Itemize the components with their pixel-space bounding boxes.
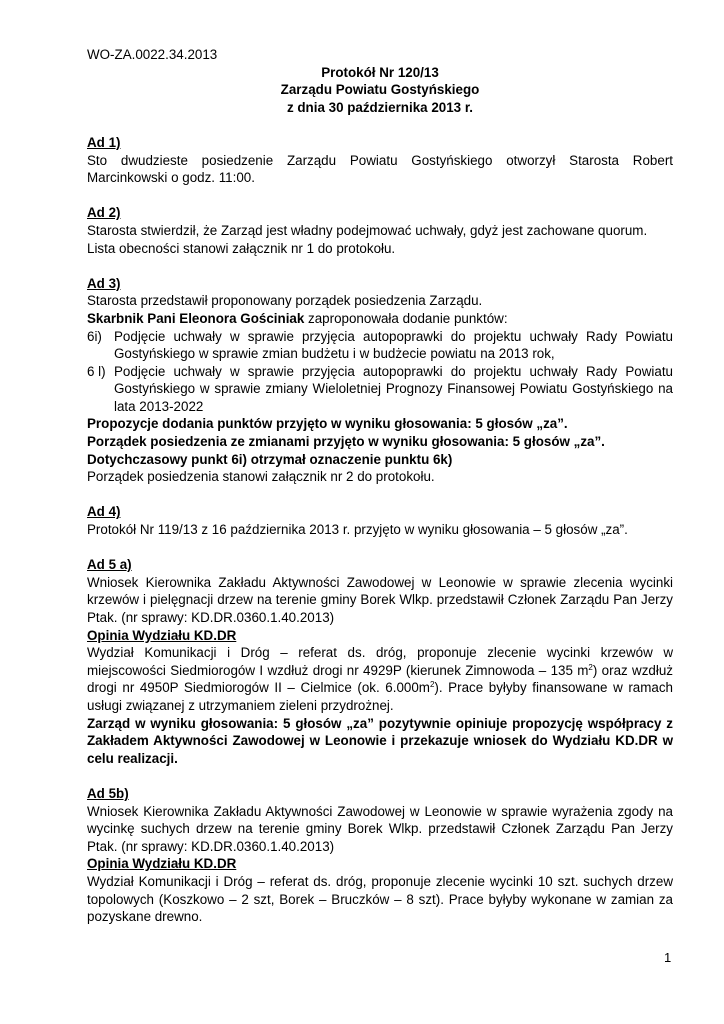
ad5a-opinion-heading: Opinia Wydziału KD.DR [87, 627, 237, 643]
page-number: 1 [664, 950, 672, 965]
document-body [87, 46, 673, 926]
treasurer-name: Skarbnik Pani Eleonora Gościniak [87, 310, 305, 326]
document-reference: WO-ZA.0022.34.2013 [87, 47, 218, 62]
opinion-text-part: ) oraz wzdłuż drogi nr 4950P Siedmiorogów II – Cielmice (ok. 6.000m [87, 662, 673, 696]
ad3-renumbering-note: Dotychczasowy punkt 6i) otrzymał oznaczenie punktu 6k) [87, 451, 453, 467]
ad5a-opinion-text [87, 644, 673, 714]
ad5a-heading: Ad 5 a) [87, 557, 132, 573]
ad5b-opinion-heading: Opinia Wydziału KD.DR [87, 856, 237, 872]
agenda-item-number: 6i) [87, 328, 102, 344]
ad2-heading: Ad 2) [87, 205, 121, 221]
opinion-text-part: Wydział Komunikacji i Dróg – referat ds. dróg, proponuje zlecenie wycinki krzewów w miejscowości Siedmiorogów I wzdłuż drogi nr 4929P (kierunek Zimnowoda – 135 m [87, 645, 673, 678]
superscript: 2 [429, 680, 435, 690]
agenda-item-number: 6 l) [87, 363, 106, 379]
agenda-item [87, 363, 673, 416]
ad3-agenda-text: Starosta przedstawił proponowany porządek posiedzenia Zarządu. [87, 293, 483, 309]
agenda-item-text: Podjęcie uchwały w sprawie przyjęcia autopoprawki do projektu uchwały Rady Powiatu Gostyńskiego w sprawie zmian budżetu i w budżecie powiatu na 2013 rok, [114, 328, 673, 362]
superscript: 2 [588, 662, 593, 672]
agenda-item [87, 328, 673, 363]
ad4-heading: Ad 4) [87, 504, 121, 520]
ad3-vote-result-1: Propozycje dodania punktów przyjęto w wyniku głosowania: 5 głosów „za”. [87, 416, 568, 432]
ad1-heading: Ad 1) [87, 134, 121, 150]
ad3-heading: Ad 3) [87, 275, 121, 291]
treasurer-proposal-text: zaproponowała dodanie punktów: [304, 310, 508, 326]
ad5a-decision: Zarząd w wyniku głosowania: 5 głosów „za” pozytywnie opiniuje propozycję współpracy z Zakładem Aktywności Zawodowej w Leonowie i przekazuje wniosek do Wydziału KD.DR w celu realizacji. [87, 715, 673, 766]
ad1-text: Sto dwudzieste posiedzenie Zarządu Powiatu Gostyńskiego otworzył Starosta Robert Marcinkowski o godz. 11:00. [87, 152, 673, 186]
ad2-quorum-text: Starosta stwierdził, że Zarząd jest władny podejmować uchwały, gdyż jest zachowane quorum. [87, 222, 648, 238]
ad5a-request-text: Wniosek Kierownika Zakładu Aktywności Zawodowej w Leonowie w sprawie zlecenia wycinki krzewów i pielęgnacji drzew na terenie gminy Borek Wlkp. przedstawił Członek Zarządu Pan Jerzy Ptak. (nr sprawy: KD.DR.0360.1.40.2013) [87, 574, 673, 625]
ad4-text: Protokół Nr 119/13 z 16 października 2013 r. przyjęto w wyniku głosowania – 5 głosów „za”. [87, 522, 628, 538]
ad5b-opinion-text: Wydział Komunikacji i Dróg – referat ds. dróg, proponuje zlecenie wycinki 10 szt. suchych drzew topolowych (Koszkowo – 2 szt, Borek – Bruczków – 8 szt). Prace byłyby wykonane w zamian za pozyskane drewno. [87, 873, 673, 925]
agenda-item-text: Podjęcie uchwały w sprawie przyjęcia autopoprawki do projektu uchwały Rady Powiatu Gostyńskiego w sprawie zmiany Wieloletniej Prognozy Finansowej Powiatu Gostyńskiego na lata 2013-2022 [114, 363, 673, 414]
ad5b-request-text: Wniosek Kierownika Zakładu Aktywności Zawodowej w Leonowie w sprawie wyrażenia zgody na wycinkę suchych drzew na terenie gminy Borek Wlkp. przedstawił Członek Zarządu Pan Jerzy Ptak. (nr sprawy: KD.DR.0360.1.40.2013) [87, 803, 673, 854]
ad2-attendance-text: Lista obecności stanowi załącznik nr 1 do protokołu. [87, 240, 396, 256]
protocol-date: z dnia 30 października 2013 r. [286, 99, 474, 115]
ad3-treasurer-proposal [87, 310, 673, 328]
protocol-title: Protokół Nr 120/13 [321, 64, 439, 80]
ad3-vote-result-2: Porządek posiedzenia ze zmianami przyjęto w wyniku głosowania: 5 głosów „za”. [87, 434, 605, 450]
board-name: Zarządu Powiatu Gostyńskiego [280, 82, 480, 98]
ad3-attachment-text: Porządek posiedzenia stanowi załącznik nr 2 do protokołu. [87, 469, 435, 485]
opinion-text-part: ). Prace byłyby finansowane w ramach usługi związanej z utrzymaniem zieleni przydrożnej. [87, 680, 673, 713]
ad5b-heading: Ad 5b) [87, 785, 129, 801]
